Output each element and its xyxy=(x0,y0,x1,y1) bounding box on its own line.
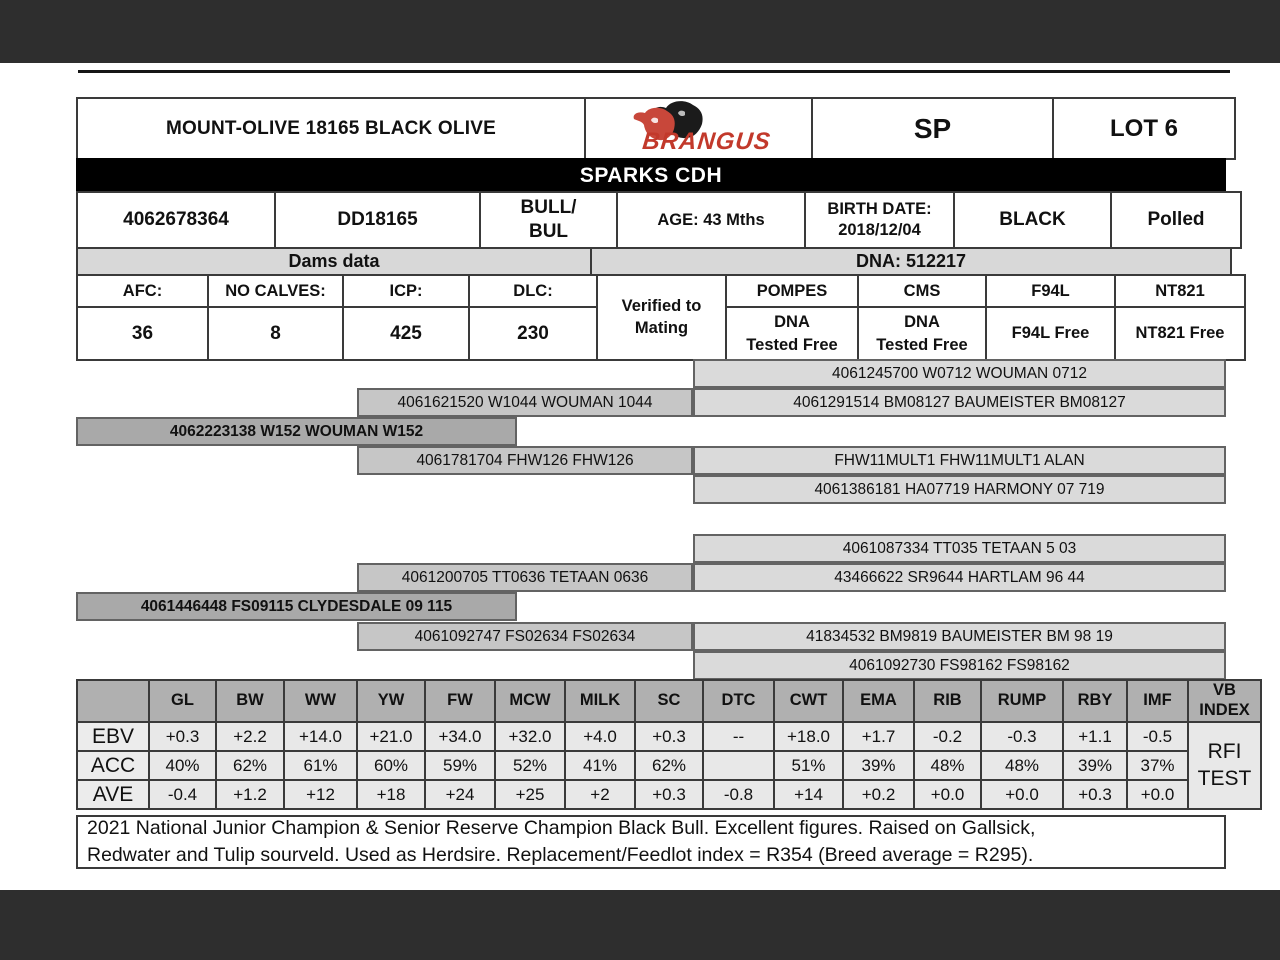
sp-status: SP xyxy=(812,98,1053,159)
breeder-name: SPARKS CDH xyxy=(579,163,723,187)
cms-result: DNA Tested Free xyxy=(858,307,986,360)
pedigree-sire-grandsire-sire: 4061245700 W0712 WOUMAN 0712 xyxy=(693,359,1226,388)
horn-status: Polled xyxy=(1111,192,1241,248)
notes-box xyxy=(76,815,1226,869)
notes-line-1: 2021 National Junior Champion & Senior Reserve Champion Black Bull. Excellent figures. Raised on Gallsick, xyxy=(87,817,1036,839)
sex: BULL/ BUL xyxy=(480,192,617,248)
header-table xyxy=(76,97,1236,160)
pedigree-sire: 4062223138 W152 WOUMAN W152 xyxy=(76,417,517,446)
f94l-header: F94L xyxy=(986,275,1115,307)
pedigree-dam: 4061446448 FS09115 CLYDESDALE 09 115 xyxy=(76,592,517,621)
pedigree-dam-sire: 4061200705 TT0636 TETAAN 0636 xyxy=(357,563,693,592)
age: AGE: 43 Mths xyxy=(617,192,805,248)
f94l-result: F94L Free xyxy=(986,307,1115,360)
brand-wordmark: BRANGUS xyxy=(640,128,772,153)
viewer-top-band xyxy=(0,0,1280,63)
registration-number: 4062678364 xyxy=(77,192,275,248)
notes-line-2: Redwater and Tulip sourveld. Used as Herdsire. Replacement/Feedlot index = R354 (Breed average = R295). xyxy=(87,844,1034,866)
pedigree-dam-granddam-dam: 4061092730 FS98162 FS98162 xyxy=(693,651,1226,680)
dam-stats-table xyxy=(76,274,1246,361)
ebv-table xyxy=(76,679,1262,810)
cms-header: CMS xyxy=(858,275,986,307)
brangus-logo xyxy=(601,99,797,153)
ebv-header-row: GL BW WW YW FW MCW MILK SC DTC CWT EMA RIB RUMP RBY IMF VB INDEX xyxy=(77,680,1261,722)
pedigree-sire-dam: 4061781704 FHW126 FHW126 xyxy=(357,446,693,475)
dlc-header: DLC: xyxy=(469,275,597,307)
animal-name: MOUNT-OLIVE 18165 BLACK OLIVE xyxy=(77,98,585,159)
lot-number: LOT 6 xyxy=(1053,98,1235,159)
verified-to-mating: Verified to Mating xyxy=(597,275,726,360)
identity-table xyxy=(76,191,1242,249)
pedigree-dam-dam: 4061092747 FS02634 FS02634 xyxy=(357,622,693,651)
dna-number: DNA: 512217 xyxy=(591,248,1231,275)
acc-row: ACC 40% 62% 61% 60% 59% 52% 41% 62% 51% 39% 48% 48% 39% 37% xyxy=(77,751,1261,780)
colour: BLACK xyxy=(954,192,1111,248)
dams-data-label: Dams data xyxy=(77,248,591,275)
afc-value: 36 xyxy=(77,307,208,360)
icp-value: 425 xyxy=(343,307,469,360)
pedigree-sire-granddam-dam: 4061386181 HA07719 HARMONY 07 719 xyxy=(693,475,1226,504)
pedigree-sire-sire: 4061621520 W1044 WOUMAN 1044 xyxy=(357,388,693,417)
ave-row: AVE -0.4 +1.2 +12 +18 +24 +25 +2 +0.3 -0.8 +14 +0.2 +0.0 +0.0 +0.3 +0.0 xyxy=(77,780,1261,809)
nt821-header: NT821 xyxy=(1115,275,1245,307)
viewer-bottom-band xyxy=(0,890,1280,960)
no-calves-value: 8 xyxy=(208,307,343,360)
ebv-row: EBV +0.3 +2.2 +14.0 +21.0 +34.0 +32.0 +4.0 +0.3 -- +18.0 +1.7 -0.2 -0.3 +1.1 -0.5 RFI TEST xyxy=(77,722,1261,751)
birth-date: BIRTH DATE: 2018/12/04 xyxy=(805,192,954,248)
catalog-page xyxy=(76,97,1226,361)
pedigree-dam-grandsire-dam: 43466622 SR9644 HARTLAM 96 44 xyxy=(693,563,1226,592)
nt821-result: NT821 Free xyxy=(1115,307,1245,360)
pompes-result: DNA Tested Free xyxy=(726,307,858,360)
herd-id: DD18165 xyxy=(275,192,480,248)
pompes-header: POMPES xyxy=(726,275,858,307)
pedigree-sire-grandsire-dam: 4061291514 BM08127 BAUMEISTER BM08127 xyxy=(693,388,1226,417)
rfi-test-cell: RFI TEST xyxy=(1188,722,1261,809)
ebv-col-blank xyxy=(77,680,149,722)
pedigree-dam-grandsire-sire: 4061087334 TT035 TETAAN 5 03 xyxy=(693,534,1226,563)
dams-dna-row xyxy=(76,247,1232,276)
pedigree-tree xyxy=(76,356,1226,680)
dlc-value: 230 xyxy=(469,307,597,360)
pedigree-dam-granddam-sire: 41834532 BM9819 BAUMEISTER BM 98 19 xyxy=(693,622,1226,651)
icp-header: ICP: xyxy=(343,275,469,307)
pedigree-sire-granddam-sire: FHW11MULT1 FHW11MULT1 ALAN xyxy=(693,446,1226,475)
vb-index-header: VB INDEX xyxy=(1188,680,1261,722)
afc-header: AFC: xyxy=(77,275,208,307)
breeder-bar xyxy=(76,158,1226,193)
previous-page-bottom-edge xyxy=(78,63,1230,73)
brangus-logo-cell xyxy=(585,98,812,159)
no-calves-header: NO CALVES: xyxy=(208,275,343,307)
